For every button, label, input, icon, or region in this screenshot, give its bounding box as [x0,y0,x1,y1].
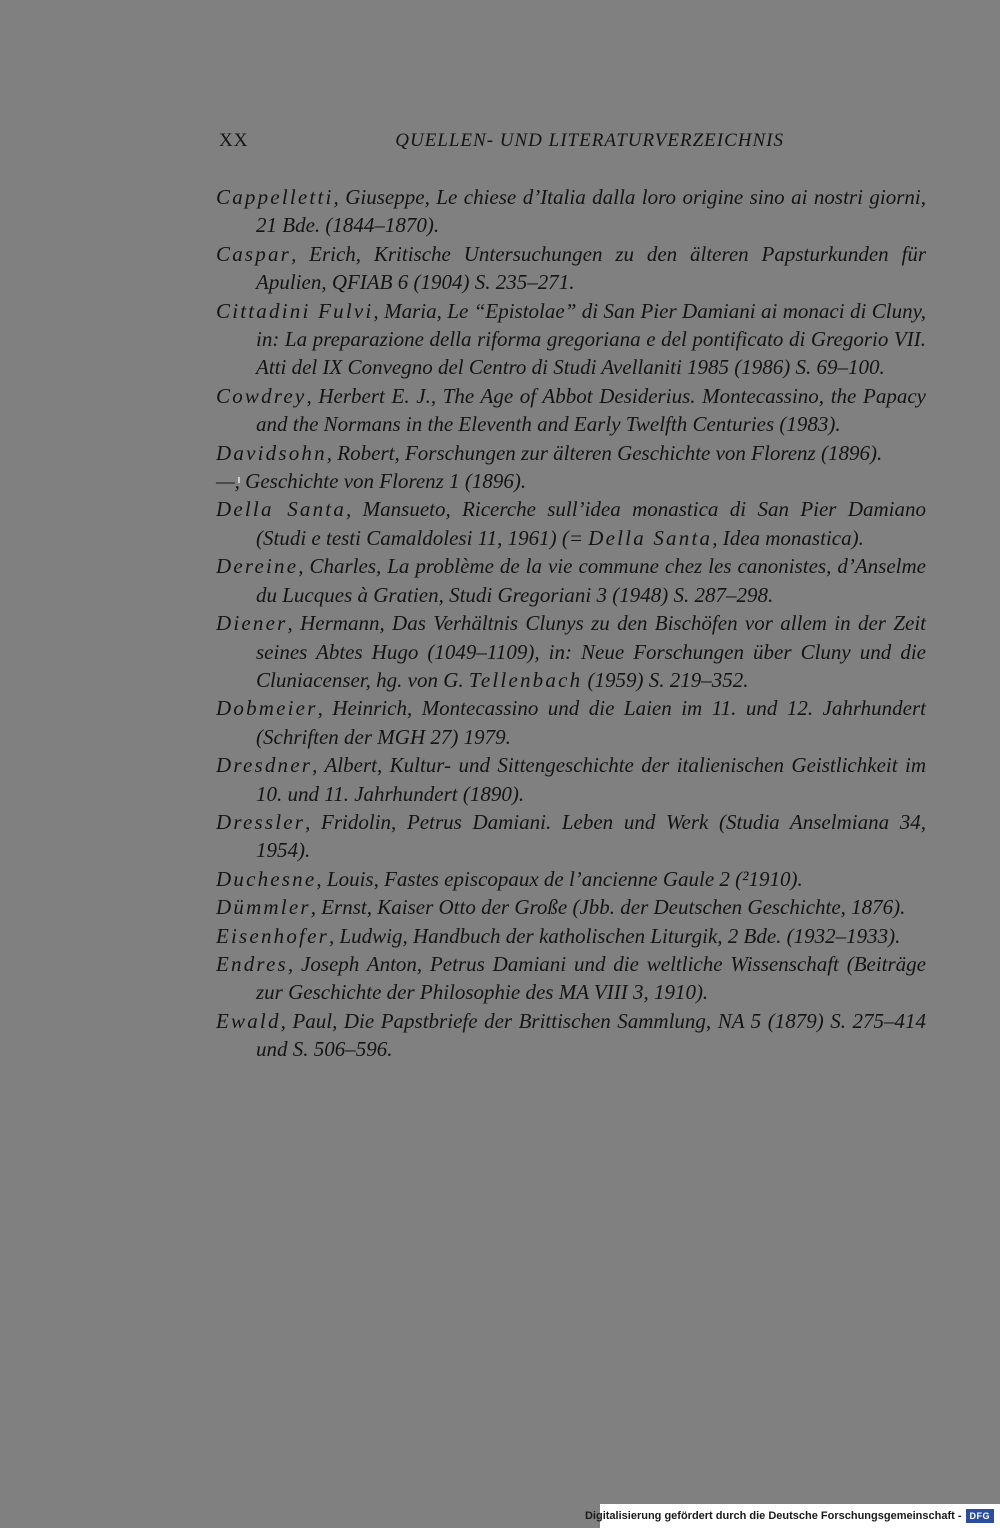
bibliography-entry [216,183,926,240]
entry-text: , Louis, Fastes episcopaux de l’ancienne Gaule 2 (²1910). [316,866,803,891]
entry-text: , Charles, La problème de la vie commune chez les canonistes, d’Anselme du Lucques à Gratien, Studi Gregoriani 3 (1948) S. 287–298. [256,554,926,607]
entry-text: , Fridolin, Petrus Damiani. Leben und Werk (Studia Anselmiana 34, 1954). [256,809,926,863]
bibliography-entry [216,297,926,382]
bibliography-entry [216,893,926,921]
entry-author: Duchesne [216,866,317,891]
entry-text: , Mansueto, Ricerche sull’idea monastica di San Pier Damiano (Studi e testi Camaldolesi 11, 1961) (= [256,497,926,550]
entry-author: Cappelletti [216,185,334,209]
entry-text: , Erich, Kritische Untersuchungen zu den älteren Papsturkunden für Apulien, QFIAB 6 (1904) S. 235–271. [256,241,926,295]
bibliography-list [216,183,926,1064]
entry-author-ref: Della Santa [588,525,713,550]
entry-text: , Maria, Le “Epistolae” di San Pier Damiani ai monaci di Cluny, in: La preparazione della riforma gregoriana e del pontificato di Gregorio VII. Atti del IX Convegno del Centro di Studi Avellaniti 1985 (1986) S. 69–100. [256,298,926,380]
entry-author: Caspar [216,241,292,266]
entry-text-cont: (1959) S. 219–352. [582,667,749,692]
entry-text: , Heinrich, Montecassino und die Laien im 11. und 12. Jahrhundert (Schriften der MGH 27) 1979. [256,696,926,749]
digitization-footer [584,1504,1000,1528]
entry-text-cont: , Idea monastica). [712,525,864,550]
page-number: XX [219,130,249,151]
bibliography-entry [216,694,926,751]
bibliography-entry [216,808,926,865]
entry-author: Davidsohn [216,440,327,465]
entry-author: Endres [216,951,288,976]
bibliography-entry [216,439,926,467]
running-title: QUELLEN- UND LITERATURVERZEICHNIS [395,130,784,151]
entry-author: Cowdrey [216,383,307,408]
bibliography-entry [216,552,926,609]
bibliography-entry [216,609,926,694]
entry-text: , Albert, Kultur- und Sittengeschichte der italienischen Geistlichkeit im 10. und 11. Jahrhundert (1890). [256,753,926,806]
bibliography-entry [216,240,926,297]
dfg-logo: DFG [966,1509,995,1523]
entry-author-ref: Tellenbach [468,667,583,692]
entry-text: , Ludwig, Handbuch der katholischen Liturgik, 2 Bde. (1932–1933). [328,923,901,948]
entry-author: Eisenhofer [216,923,329,948]
entry-author: Della Santa [216,497,347,522]
bibliography-entry [216,1007,926,1064]
entry-text: , Ernst, Kaiser Otto der Große (Jbb. der Deutschen Geschichte, 1876). [310,895,906,920]
entry-author: Cittadini Fulvi [216,298,374,323]
entry-author: Dümmler [216,895,311,920]
bibliography-entry [216,495,926,552]
entry-author: Diener [216,611,288,636]
page-header [219,130,784,158]
bibliography-entry [216,467,926,495]
bibliography-entry [216,382,926,439]
entry-text: , Paul, Die Papstbriefe der Brittischen Sammlung, NA 5 (1879) S. 275–414 und S. 506–596. [256,1008,926,1062]
bibliography-entry [216,865,926,893]
entry-text: , Giuseppe, Le chiese d’Italia dalla loro origine sino ai nostri giorni, 21 Bde. (1844–1870). [256,185,926,238]
entry-text: —, Geschichte von Florenz 1 (1896). [216,469,527,494]
entry-author: Ewald [216,1008,281,1033]
bibliography-entry [216,751,926,808]
bibliography-entry [216,950,926,1007]
entry-text: , Joseph Anton, Petrus Damiani und die weltliche Wissenschaft (Beiträge zur Geschichte der Philosophie des MA VIII 3, 1910). [256,951,926,1005]
entry-author: Dresdner [216,753,313,778]
entry-text: , Hermann, Das Verhältnis Clunys zu den Bischöfen vor allem in der Zeit seines Abtes Hugo (1049–1109), in: Neue Forschungen über Cluny und die Cluniacenser, hg. von G. [256,611,926,692]
entry-author: Dobmeier [216,696,318,721]
entry-author: Dressler [216,809,306,834]
footer-credit: Digitalisierung gefördert durch die Deutsche Forschungsgemeinschaft - [584,1510,962,1522]
bibliography-entry [216,922,926,950]
entry-text: , Robert, Forschungen zur älteren Geschichte von Florenz (1896). [326,440,883,465]
entry-author: Dereine [216,554,299,579]
entry-text: , Herbert E. J., The Age of Abbot Desiderius. Montecassino, the Papacy and the Normans in the Eleventh and Early Twelfth Centuries (1983). [256,383,926,437]
